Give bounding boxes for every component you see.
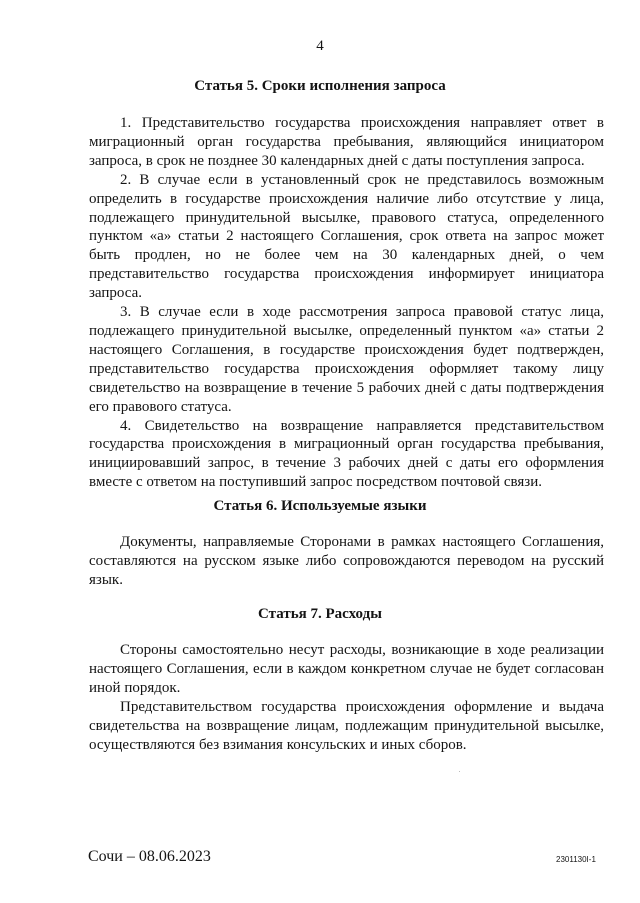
page-number: 4	[316, 38, 324, 54]
article-6-body	[89, 533, 604, 590]
article-5-paragraph-1: 1. Представительство государства происхождения направляет ответ в миграционный орган государства пребывания, являющийся инициатором запроса, в срок не позднее 30 календарных дней с даты поступления запроса.	[89, 115, 604, 169]
article-6-paragraph-1: Документы, направляемые Сторонами в рамках настоящего Соглашения, составляются на русском языке либо сопровождаются переводом на русский язык.	[89, 534, 604, 588]
article-7-paragraph-2: Представительством государства происхождения оформление и выдача свидетельства на возвращение лицам, подлежащим принудительной высылке, осуществляются без взимания консульских и иных сборов.	[89, 698, 604, 753]
article-5-paragraph-3: 3. В случае если в ходе рассмотрения запроса правовой статус лица, подлежащего принудительной высылке, определенный пунктом «а» статьи 2 настоящего Соглашения, в государстве происхождения будет подтвержден, представительство государства происхождения оформляет такому лицу свидетельство на возвращение в течение 5 рабочих дней с даты подтверждения его правового статуса.	[89, 304, 604, 415]
footer-place-date: Сочи – 08.06.2023	[88, 848, 211, 865]
article-5-paragraph-2: 2. В случае если в установленный срок не представилось возможным определить в государстве происхождения наличие либо отсутствие у лица, подлежащего принудительной высылке, правового статуса, определенного пунктом «а» статьи 2 настоящего Соглашения, срок ответа на запрос может быть продлен, но не более чем на 30 календарных дней, о чем представительство государства происхождения информирует инициатора запроса.	[89, 171, 604, 302]
article-6-title: Статья 6. Используемые языки	[213, 498, 427, 514]
article-7-paragraph-1: Стороны самостоятельно несут расходы, возникающие в ходе реализации настоящего Соглашения, если в каждом конкретном случае не будет согласован иной порядок.	[89, 642, 604, 696]
article-7-body	[89, 641, 604, 754]
article-5-title: Статья 5. Сроки исполнения запроса	[194, 78, 446, 94]
scan-speck	[459, 771, 460, 772]
article-7-title: Статья 7. Расходы	[258, 606, 382, 622]
article-5-body	[89, 114, 604, 492]
footer-doc-code: 2301130I-1	[556, 855, 596, 864]
article-5-paragraph-4: 4. Свидетельство на возвращение направляется представительством государства происхождения в миграционный орган государства пребывания, инициировавший запрос, в течение 3 рабочих дней с даты его оформления вместе с ответом на поступивший запрос посредством почтовой связи.	[89, 417, 604, 491]
